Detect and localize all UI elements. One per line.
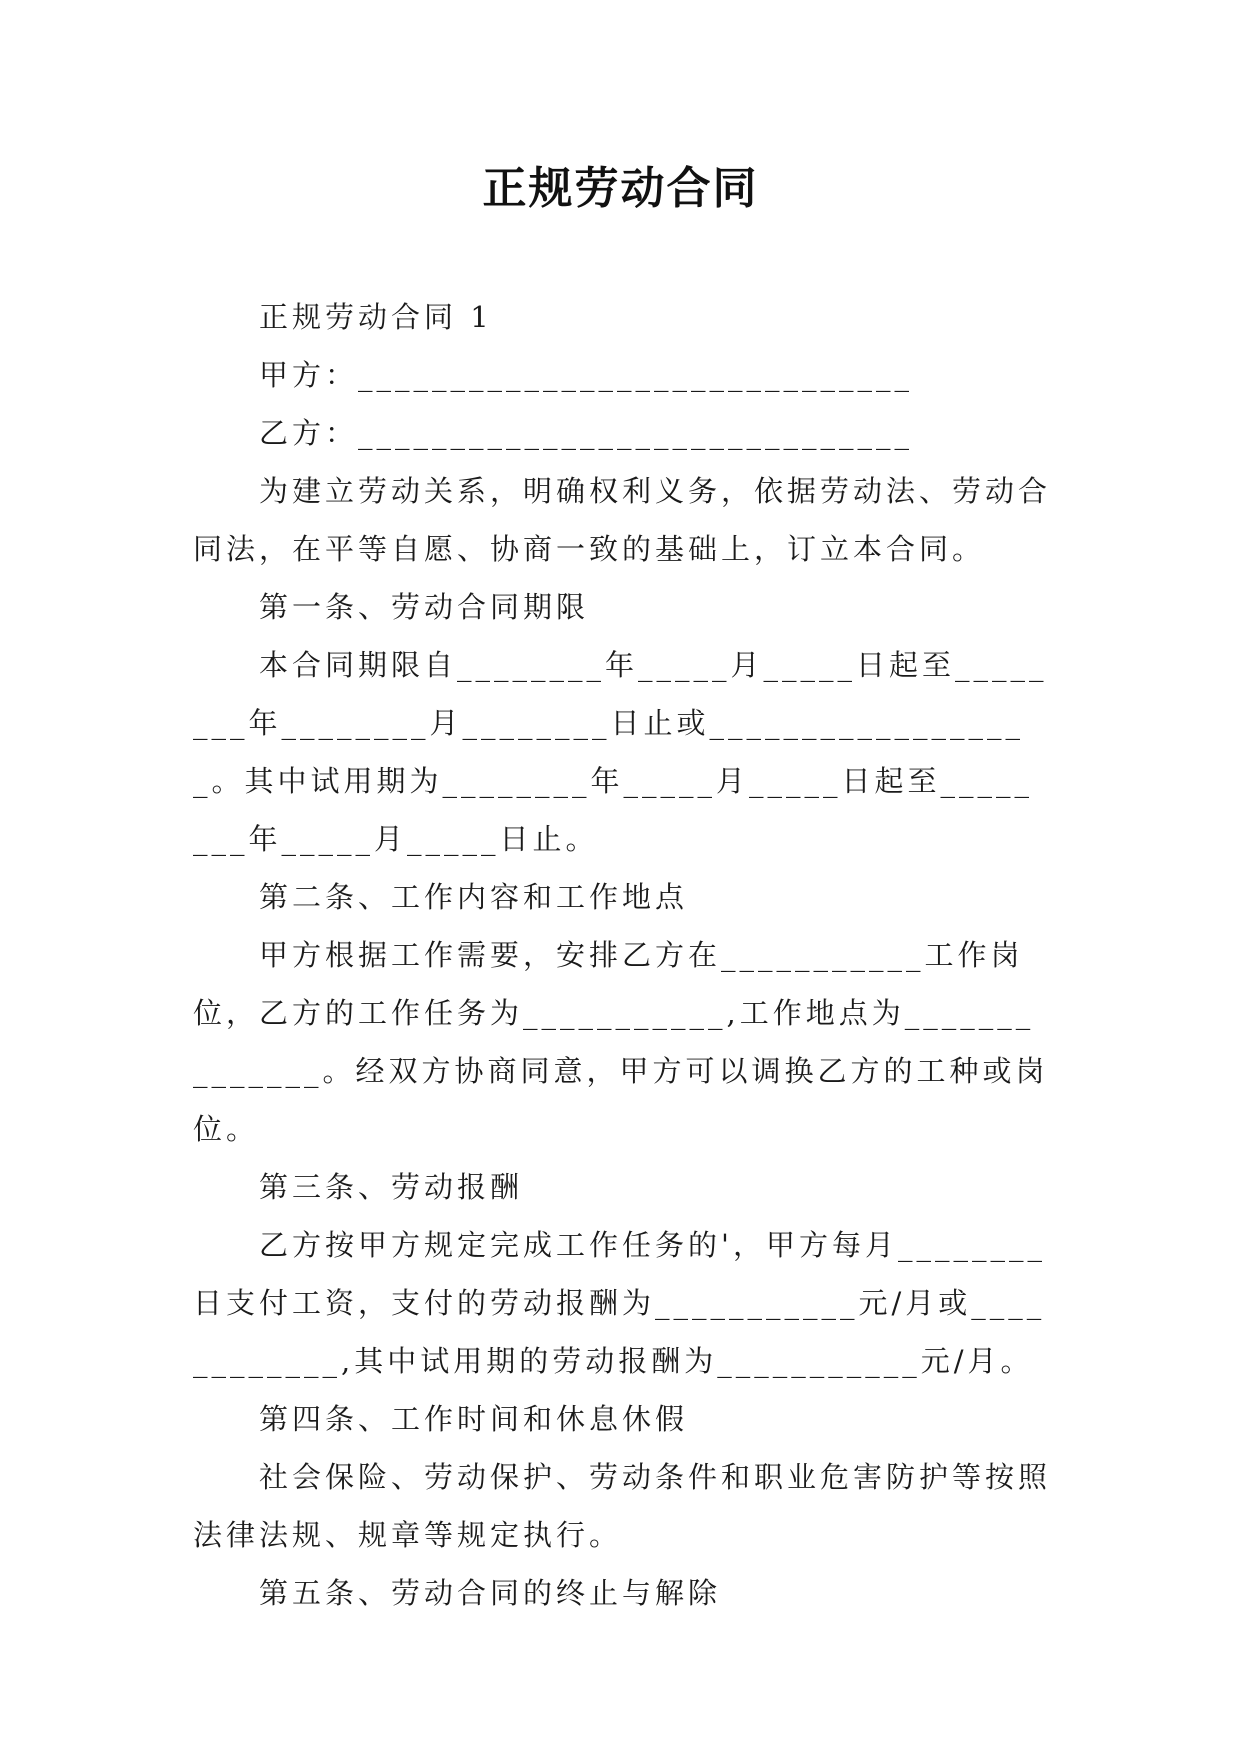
article-2-paragraph: 甲方根据工作需要，安排乙方在___________工作岗位，乙方的工作任务为___________,工作地点为______________。经双方协商同意，甲方可以调换乙方的工种或岗位。 bbox=[193, 938, 1049, 1146]
article-4-paragraph: 社会保险、劳动保护、劳动条件和职业危害防护等按照法律法规、规章等规定执行。 bbox=[193, 1460, 1052, 1552]
article-1-heading: 第一条、劳动合同期限 bbox=[259, 590, 590, 624]
article-4-heading: 第四条、工作时间和休息休假 bbox=[259, 1402, 689, 1436]
article-5-heading: 第五条、劳动合同的终止与解除 bbox=[259, 1576, 722, 1610]
party-b-line: 乙方：______________________________ bbox=[259, 416, 914, 450]
article-3-heading: 第三条、劳动报酬 bbox=[259, 1170, 524, 1204]
article-2-heading: 第二条、工作内容和工作地点 bbox=[259, 880, 689, 914]
document-body bbox=[193, 288, 1051, 1622]
article-3-paragraph: 乙方按甲方规定完成工作任务的'，甲方每月________日支付工资，支付的劳动报酬为___________元/月或____________,其中试用期的劳动报酬为___________元/月。 bbox=[193, 1228, 1046, 1378]
contract-subtitle: 正规劳动合同 1 bbox=[259, 300, 493, 334]
preamble-paragraph: 为建立劳动关系，明确权利义务，依据劳动法、劳动合同法，在平等自愿、协商一致的基础上，订立本合同。 bbox=[193, 474, 1052, 566]
article-1-paragraph: 本合同期限自________年_____月_____日起至________年________月________日止或__________________。其中试用期为________年_____月_____日起至________年_____月_____日止。 bbox=[193, 648, 1048, 856]
document-title: 正规劳动合同 bbox=[482, 163, 759, 214]
party-a-line: 甲方：______________________________ bbox=[259, 358, 914, 392]
